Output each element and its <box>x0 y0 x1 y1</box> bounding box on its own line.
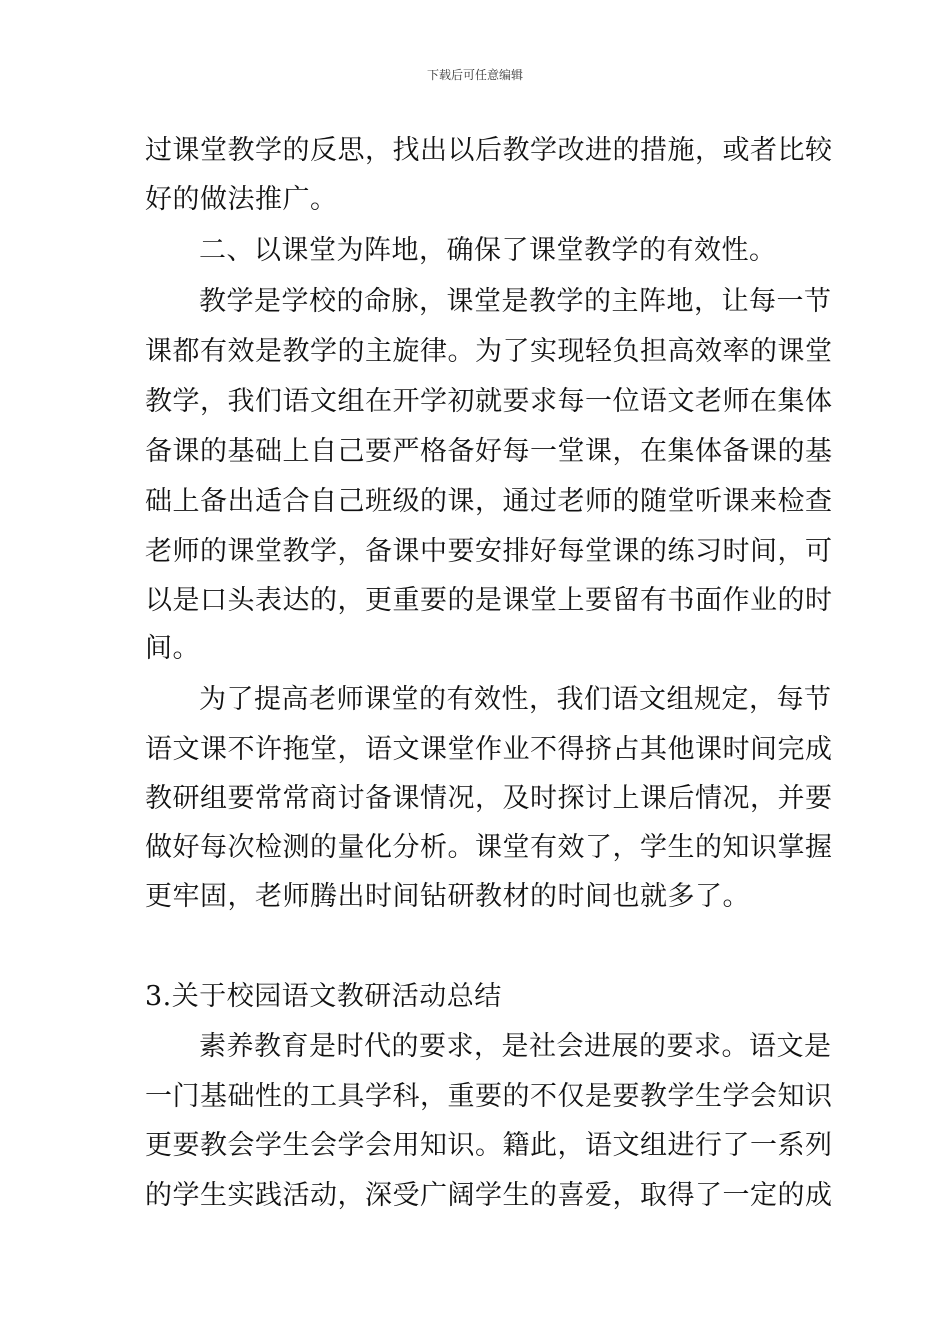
text-line: 教学，我们语文组在开学初就要求每一位语文老师在集体 <box>145 386 833 417</box>
section-title: 3.关于校园语文教研活动总结 <box>145 981 502 1012</box>
text-line: 以是口头表达的，更重要的是课堂上要留有书面作业的时 <box>145 585 833 616</box>
text-line: 教学是学校的命脉，课堂是教学的主阵地，让每一节 <box>199 286 832 317</box>
text-line: 的学生实践活动，深受广阔学生的喜爱，取得了一定的成 <box>145 1180 833 1211</box>
text-line: 一门基础性的工具学科，重要的不仅是要教学生学会知识 <box>145 1081 833 1112</box>
text-line: 语文课不许拖堂，语文课堂作业不得挤占其他课时间完成 <box>145 734 833 765</box>
text-line: 教研组要常常商讨备课情况，及时探讨上课后情况，并要 <box>145 783 833 814</box>
section-heading: 二、以课堂为阵地，确保了课堂教学的有效性。 <box>199 235 777 266</box>
text-line: 老师的课堂教学，备课中要安排好每堂课的练习时间，可 <box>145 536 833 567</box>
text-line: 做好每次检测的量化分析。课堂有效了，学生的知识掌握 <box>145 832 833 863</box>
text-line: 备课的基础上自己要严格备好每一堂课，在集体备课的基 <box>145 436 833 467</box>
text-line: 好的做法推广。 <box>145 184 338 215</box>
text-line: 间。 <box>145 633 200 664</box>
text-line: 为了提高老师课堂的有效性，我们语文组规定，每节 <box>199 684 832 715</box>
text-line: 过课堂教学的反思，找出以后教学改进的措施，或者比较 <box>145 135 833 166</box>
text-line: 课都有效是教学的主旋律。为了实现轻负担高效率的课堂 <box>145 336 833 367</box>
text-line: 更牢固，老师腾出时间钻研教材的时间也就多了。 <box>145 881 750 912</box>
text-line: 素养教育是时代的要求，是社会进展的要求。语文是 <box>199 1031 832 1062</box>
text-line: 更要教会学生会学会用知识。籍此，语文组进行了一系列 <box>145 1130 833 1161</box>
page-header-note: 下载后可任意编辑 <box>426 68 523 82</box>
text-line: 础上备出适合自己班级的课，通过老师的随堂听课来检查 <box>145 486 833 517</box>
